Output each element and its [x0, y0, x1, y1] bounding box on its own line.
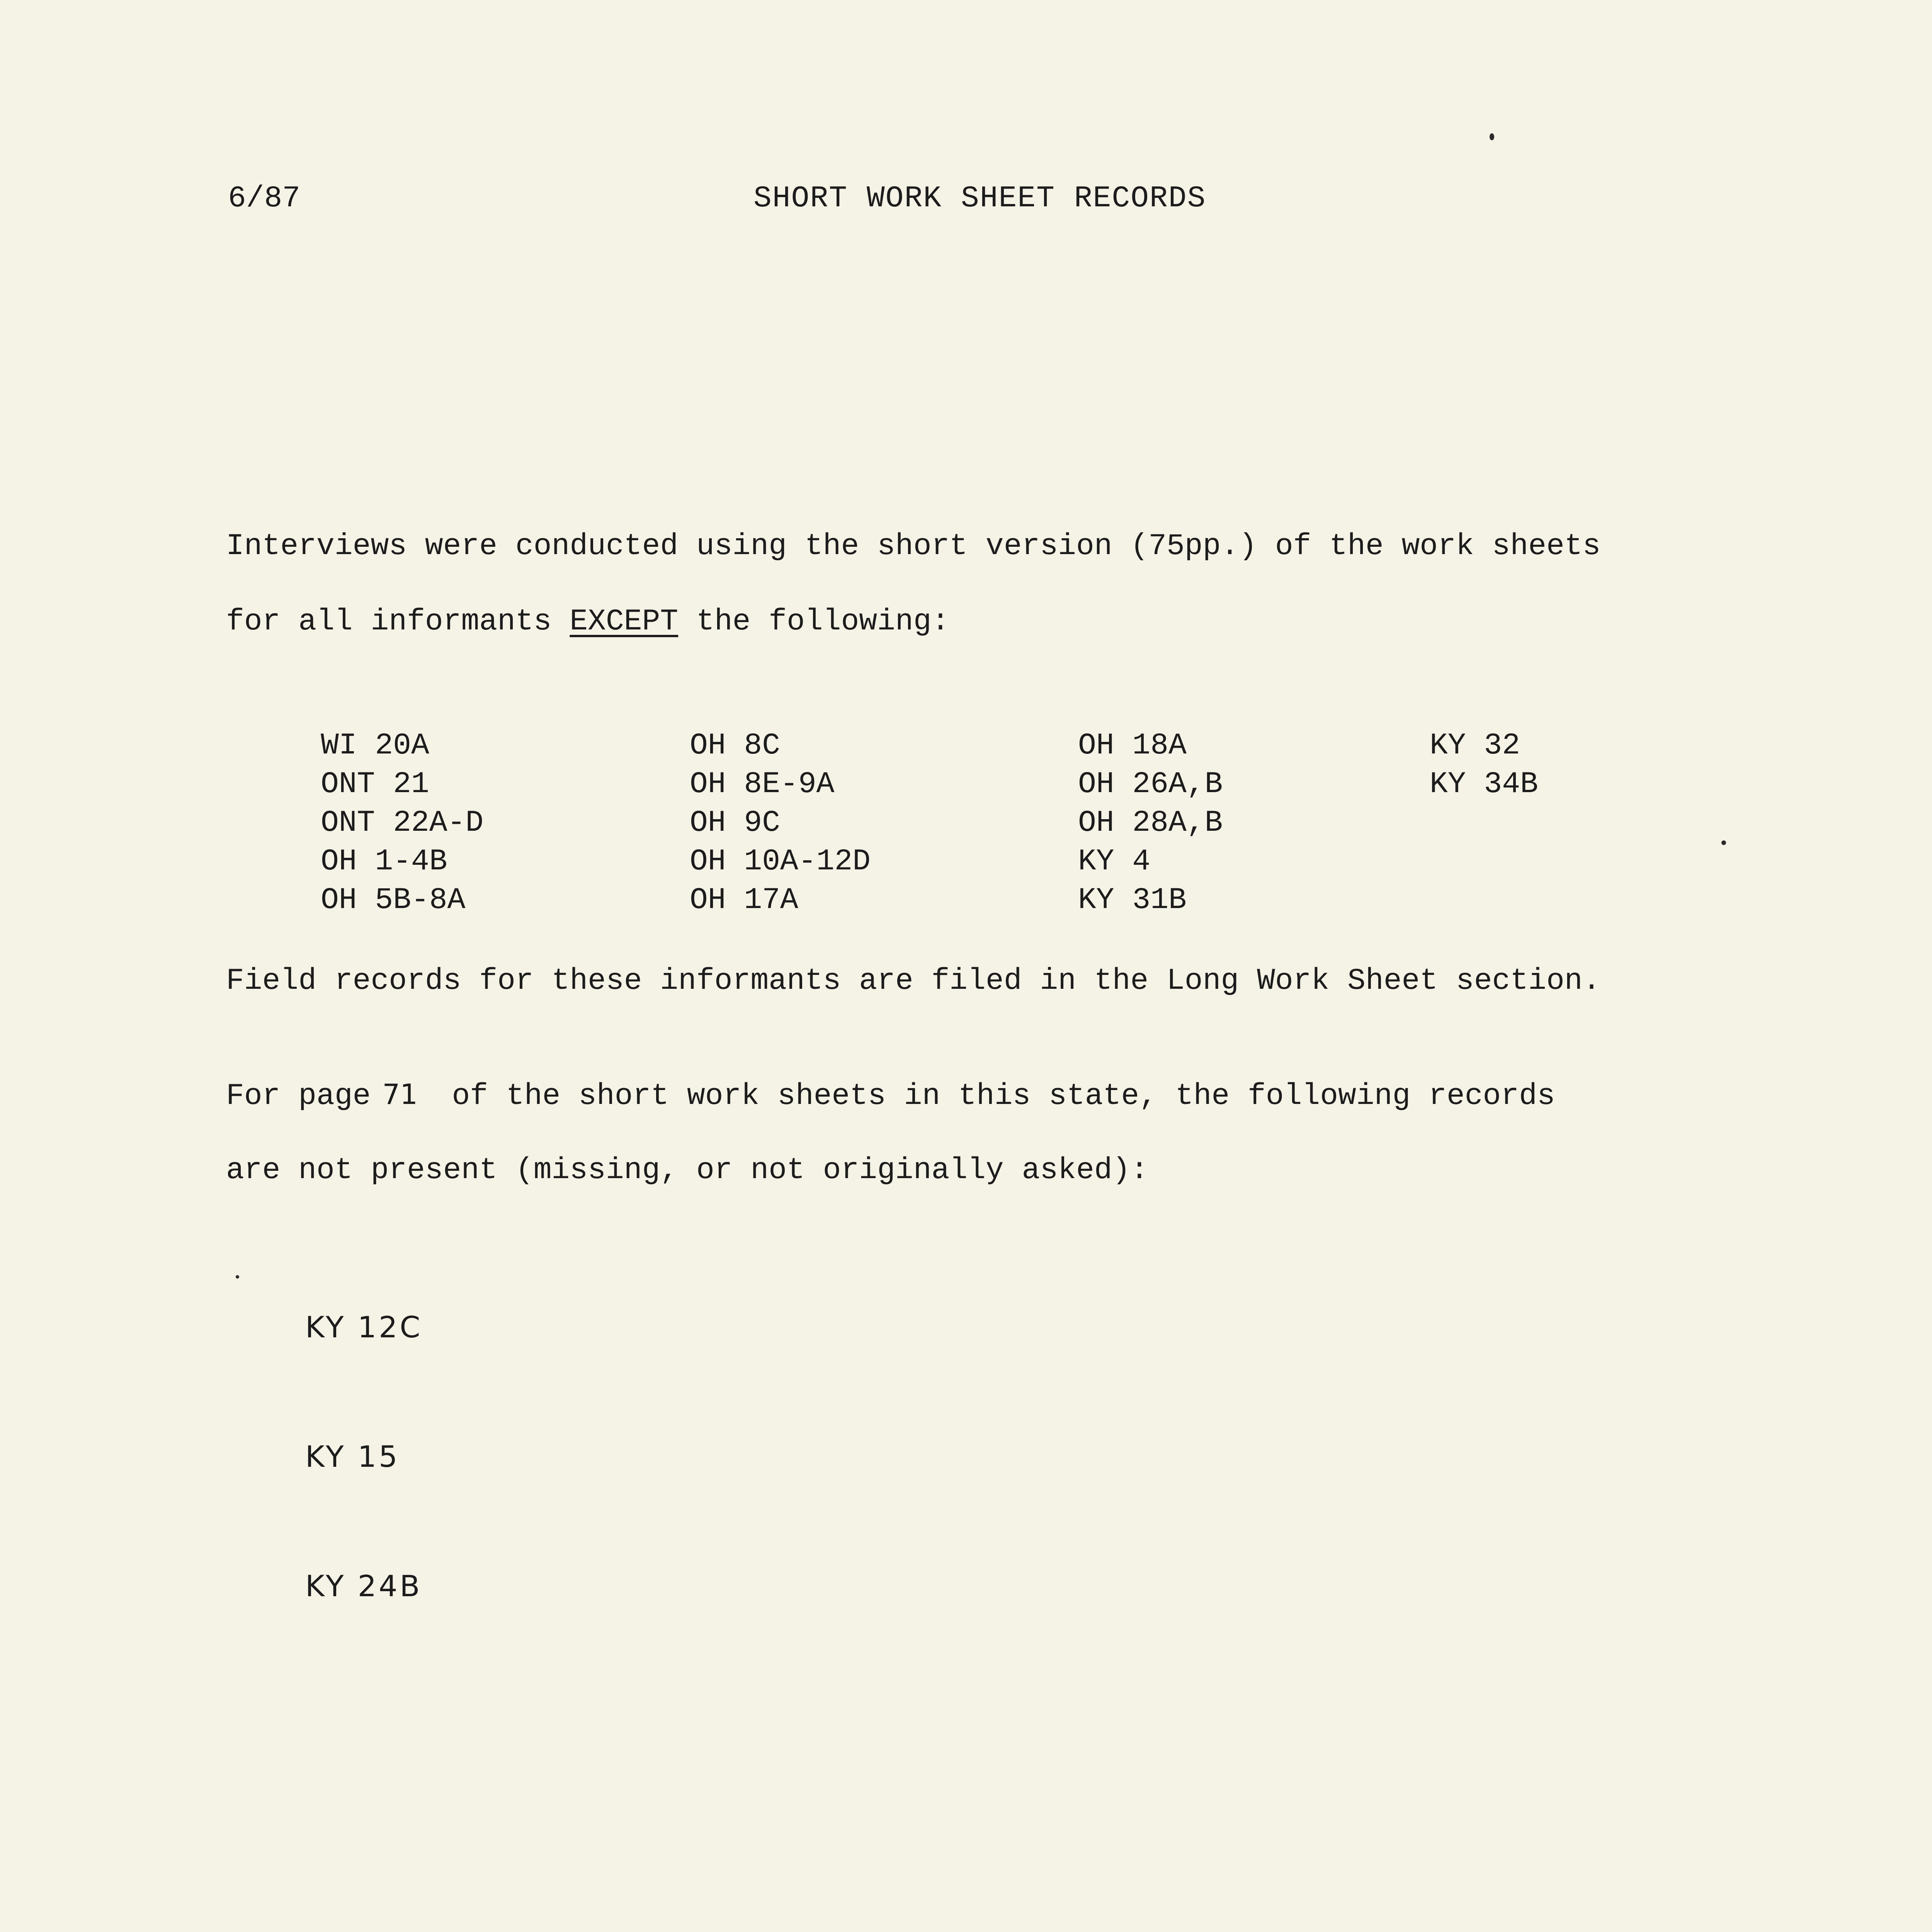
missing-intro-before: For page — [226, 1079, 371, 1113]
informant-entry: KY 31B — [1078, 883, 1187, 917]
missing-record: KY 15 — [305, 1439, 400, 1474]
paper-speck — [1721, 840, 1726, 845]
intro-line-1: Interviews were conducted using the short version (75pp.) of the work sheets — [226, 529, 1601, 563]
informant-entry: KY 4 — [1078, 845, 1151, 879]
intro-line-2-after: the following: — [678, 605, 950, 639]
missing-records-list — [305, 1310, 422, 1698]
missing-intro-line-2: are not present (missing, or not originally asked): — [226, 1153, 1149, 1187]
informant-entry: OH 5B-8A — [321, 883, 466, 917]
field-records-note: Field records for these informants are filed in the Long Work Sheet section. — [226, 964, 1601, 998]
informant-entry: OH 26A,B — [1078, 767, 1223, 801]
informant-column-1 — [321, 726, 483, 920]
informant-entry: OH 10A-12D — [690, 845, 871, 879]
missing-record: KY 12C — [305, 1310, 423, 1344]
missing-intro-after: of the short work sheets in this state, the following records — [452, 1079, 1555, 1113]
informant-entry: OH 8E-9A — [690, 767, 835, 801]
informant-entry: KY 34B — [1430, 767, 1538, 801]
informant-entry: OH 17A — [690, 883, 798, 917]
informant-entry: OH 8C — [690, 729, 781, 763]
intro-line-2 — [226, 605, 949, 639]
missing-intro-line-1 — [226, 1078, 1555, 1113]
informant-entry: WI 20A — [321, 729, 429, 763]
informant-entry: ONT 22A-D — [321, 806, 484, 840]
informant-entry: OH 9C — [690, 806, 781, 840]
paper-speck — [236, 1275, 239, 1279]
document-title: SHORT WORK SHEET RECORDS — [753, 182, 1206, 216]
except-emphasis: EXCEPT — [570, 605, 679, 639]
missing-record: KY 24B — [305, 1569, 422, 1603]
informant-column-2 — [690, 726, 871, 920]
informant-column-4 — [1430, 726, 1538, 804]
intro-line-2-before: for all informants — [226, 605, 570, 639]
informant-entry: KY 32 — [1430, 729, 1520, 763]
informant-column-3 — [1078, 726, 1223, 920]
informant-entry: OH 1-4B — [321, 845, 447, 879]
informant-entry: ONT 21 — [321, 767, 429, 801]
informant-entry: OH 18A — [1078, 729, 1187, 763]
document-date: 6/87 — [228, 182, 301, 216]
handwritten-page-number: 71 — [382, 1078, 418, 1111]
paper-speck — [1490, 133, 1494, 140]
informant-entry: OH 28A,B — [1078, 806, 1223, 840]
